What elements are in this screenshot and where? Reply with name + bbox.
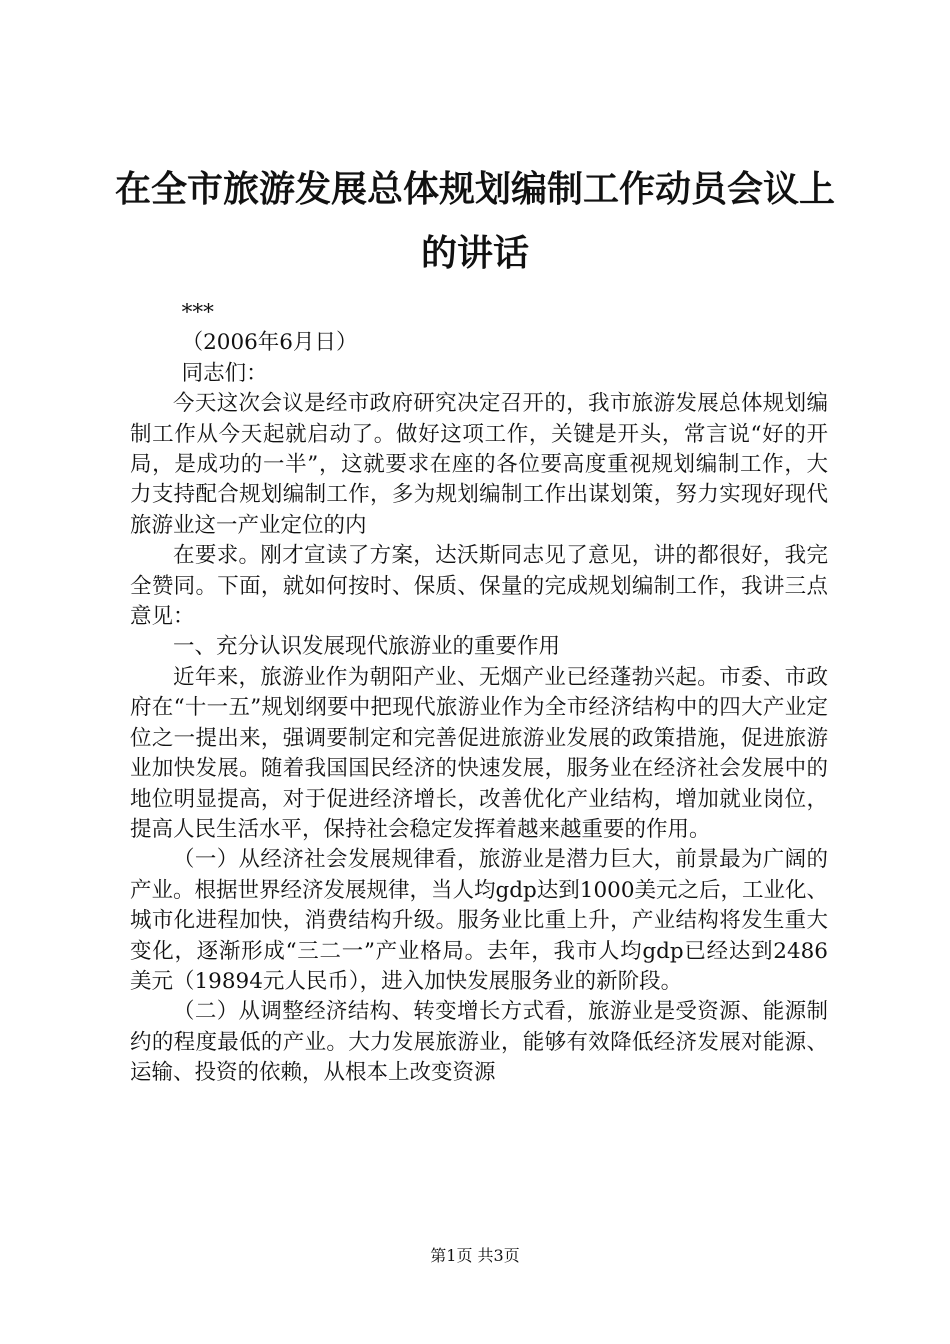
paragraph-point-1: （一）从经济社会发展规律看，旅游业是潜力巨大，前景最为广阔的产业。根据世界经济发展规律，当人均gdp达到1000美元之后，工业化、城市化进程加快，消费结构升级。服务业比重上升，产业结构将发生重大变化，逐渐形成“三二一”产业格局。去年，我市人均gdp已经达到2486美元（19894元人民币），进入加快发展服务业的新阶段。: [130, 847, 829, 994]
date-line: （2006年6月日）: [181, 330, 358, 356]
section-heading-1: 一、充分认识发展现代旅游业的重要作用: [173, 634, 561, 660]
document-title: 在全市旅游发展总体规划编制工作动员会议上的讲话: [114, 169, 835, 274]
page-footer: 第1页 共3页: [430, 1246, 520, 1265]
paragraph-recent-years: 近年来，旅游业作为朝阳产业、无烟产业已经蓬勃兴起。市委、市政府在“十一五”规划纲要中把现代旅游业作为全市经济结构中的四大产业定位之一提出来，强调要制定和完善促进旅游业发展的政策措施，促进旅游业加快发展。随着我国国民经济的快速发展，服务业在经济社会发展中的地位明显提高，对于促进经济增长，改善优化产业结构，增加就业岗位，提高人民生活水平，保持社会稳定发挥着越来越重要的作用。: [130, 664, 828, 842]
paragraph-intro: 今天这次会议是经市政府研究决定召开的，我市旅游发展总体规划编制工作从今天起就启动了。做好这项工作，关键是开头，常言说“好的开局，是成功的一半”，这就要求在座的各位要高度重视规划编制工作，大力支持配合规划编制工作，多为规划编制工作出谋划策，努力实现好现代旅游业这一产业定位的内: [130, 391, 828, 538]
paragraph-point-2: （二）从调整经济结构、转变增长方式看，旅游业是受资源、能源制约的程度最低的产业。大力发展旅游业，能够有效降低经济发展对能源、运输、投资的依赖，从根本上改变资源: [130, 999, 828, 1086]
paragraph-continuation: 在要求。刚才宣读了方案，达沃斯同志见了意见，讲的都很好，我完全赞同。下面，就如何按时、保质、保量的完成规划编制工作，我讲三点意见：: [130, 543, 828, 630]
document-body: [130, 298, 828, 1089]
author-line: ***: [181, 300, 214, 325]
salutation: 同志们：: [181, 360, 268, 386]
